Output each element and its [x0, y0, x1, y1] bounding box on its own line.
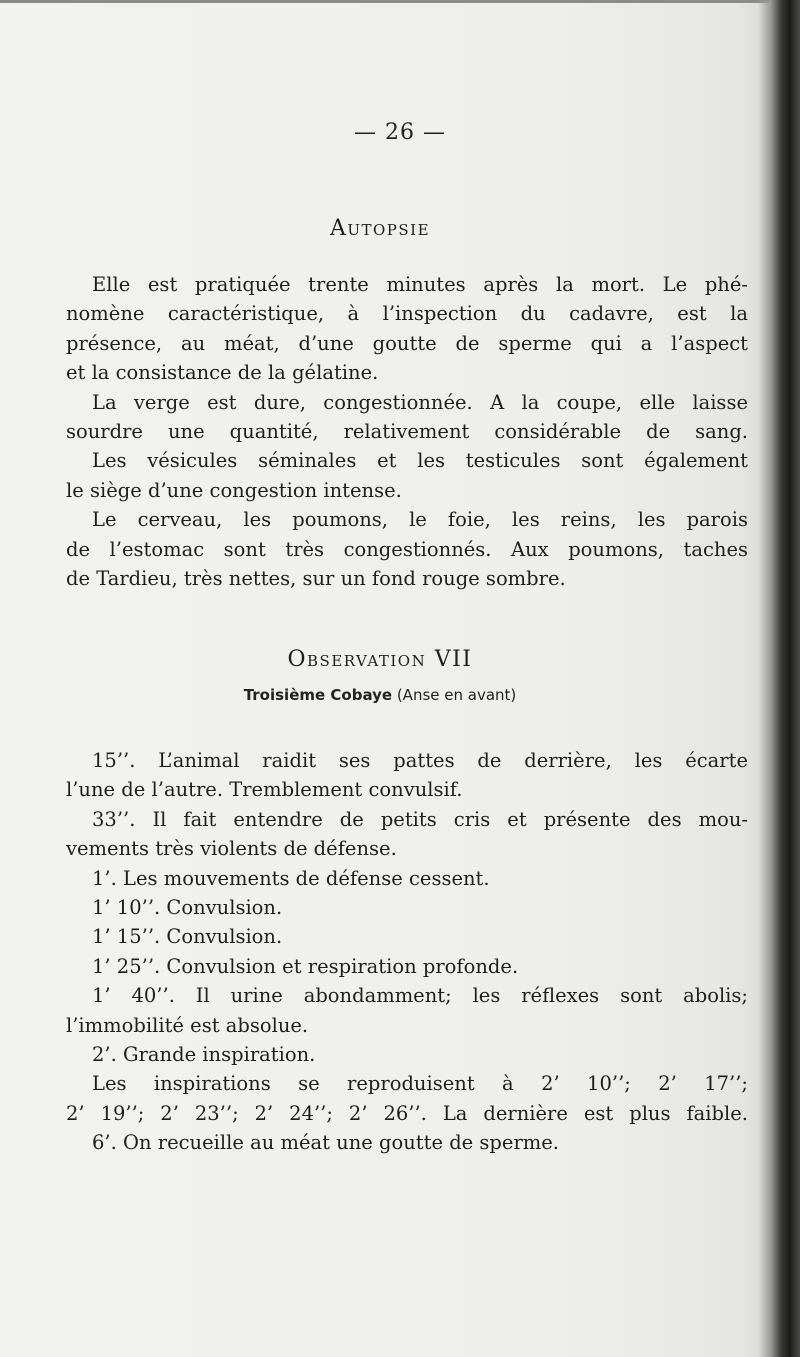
paragraph-line: 1’ 10’’. Convulsion. [92, 896, 283, 920]
subject-label: Troisième Cobaye [243, 686, 393, 704]
observation-subheading [0, 686, 760, 704]
paragraph-line: et la consistance de la gélatine. [66, 361, 379, 385]
paragraph-line: de l’estomac sont très congestionnés. Aux poumons, taches [66, 537, 748, 561]
paragraph-line: sourdre une quantité, relativement considérable de sang. [66, 420, 748, 444]
paragraph-line: de Tardieu, très nettes, sur un fond rouge sombre. [66, 567, 566, 591]
paragraph-line: Le cerveau, les poumons, le foie, les reins, les parois [92, 508, 748, 532]
observation-text [66, 746, 748, 1158]
paragraph-line: Les vésicules séminales et les testicules sont également [92, 449, 748, 473]
paragraph-line: 15’’. L’animal raidit ses pattes de derrière, les écarte [92, 749, 748, 772]
paragraph-line: le siège d’une congestion intense. [66, 478, 402, 502]
paragraph-line: 1’ 15’’. Convulsion. [92, 925, 283, 949]
paragraph-line: 2’ 19’’; 2’ 23’’; 2’ 24’’; 2’ 26’’. La dernière est plus faible. [66, 1101, 748, 1125]
paragraph-line: 1’. Les mouvements de défense cessent. [92, 866, 490, 890]
page-top-edge [0, 0, 800, 3]
paragraph-line: Elle est pratiquée trente minutes après la mort. Le phé- [92, 273, 748, 296]
section-heading-observation: Observation VII [287, 647, 473, 672]
paragraph-line: Les inspirations se reproduisent à 2’ 10’’; 2’ 17’’; [92, 1072, 748, 1096]
paragraph-line: 1’ 40’’. Il urine abondamment; les réflexes sont abolis; [92, 984, 748, 1008]
paragraph-line: nomène caractéristique, à l’inspection du cadavre, est la [66, 302, 748, 326]
autopsie-text [66, 270, 748, 593]
paragraph-line: présence, au méat, d’une goutte de sperme qui a l’aspect [66, 331, 748, 355]
paragraph-line: La verge est dure, congestionnée. A la coupe, elle laisse [92, 390, 748, 414]
paragraph-line: 6’. On recueille au méat une goutte de sperme. [92, 1131, 560, 1155]
subject-note: (Anse en avant) [392, 686, 517, 704]
paragraph-line: l’une de l’autre. Tremblement convulsif. [66, 778, 463, 802]
paragraph-line: 2’. Grande inspiration. [92, 1043, 316, 1067]
paragraph-line: vements très violents de défense. [66, 837, 397, 861]
page-number: — 26 — [354, 120, 446, 145]
binding-shadow [758, 0, 800, 1357]
section-heading-autopsie: Autopsie [329, 216, 431, 241]
paragraph-line: 33’’. Il fait entendre de petits cris et présente des mou- [92, 807, 748, 831]
paragraph-line: 1’ 25’’. Convulsion et respiration profonde. [92, 954, 519, 978]
paragraph-line: l’immobilité est absolue. [66, 1013, 309, 1037]
